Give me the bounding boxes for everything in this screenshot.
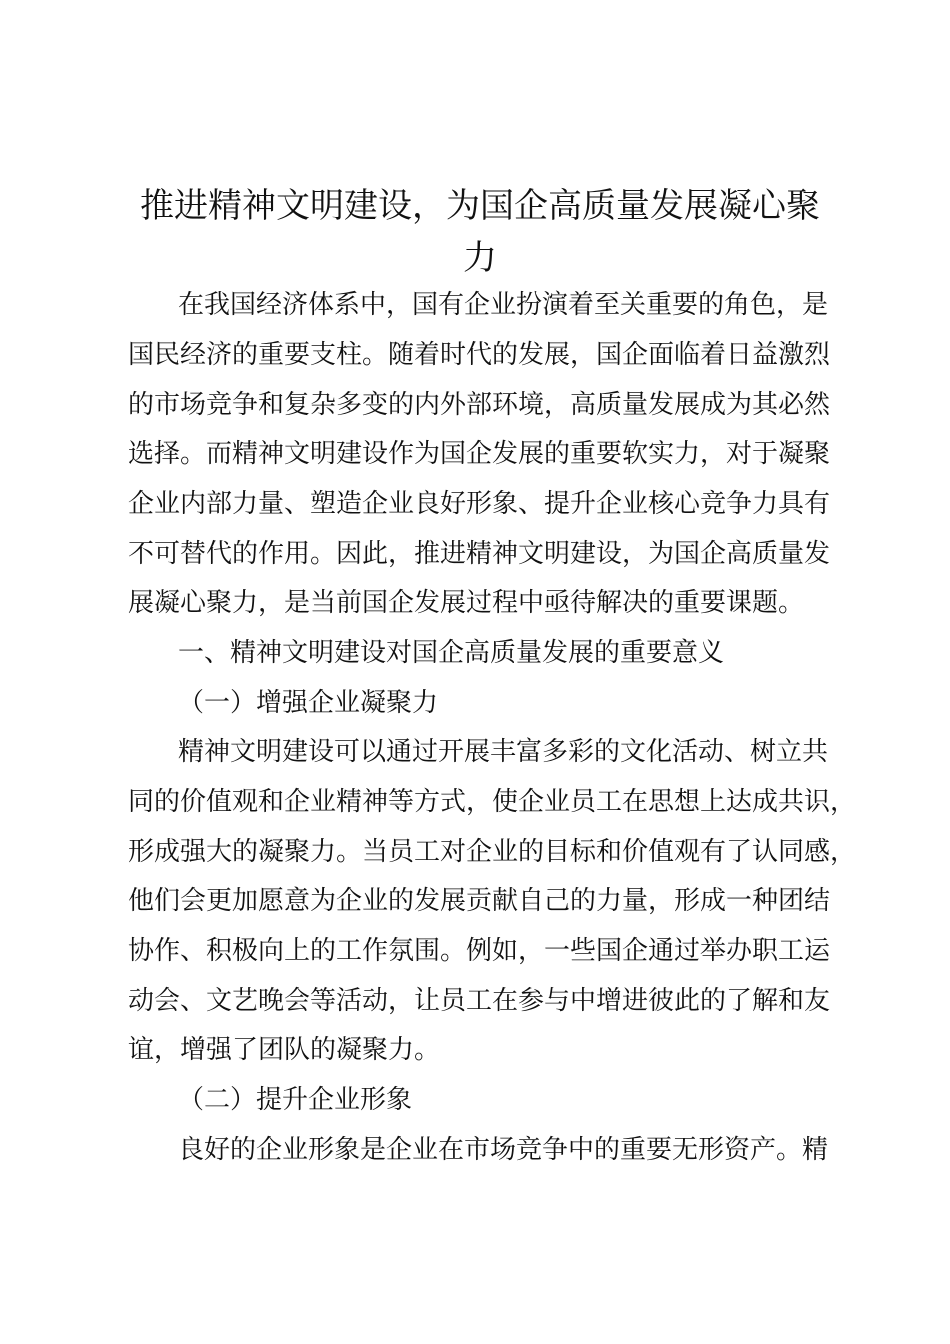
body-line: 协作、积极向上的工作氛围。例如，一些国企通过举办职工运	[128, 936, 831, 966]
body-line: 形成强大的凝聚力。当员工对企业的目标和价值观有了认同感，	[128, 837, 857, 867]
title-line-1: 推进精神文明建设，为国企高质量发展凝心聚	[140, 186, 820, 226]
body-line: 精神文明建设可以通过开展丰富多彩的文化活动、树立共	[178, 737, 829, 767]
body-line: 的市场竞争和复杂多变的内外部环境，高质量发展成为其必然	[128, 390, 831, 420]
body-line: 动会、文艺晚会等活动，让员工在参与中增进彼此的了解和友	[128, 986, 831, 1016]
body-line: 企业内部力量、塑造企业良好形象、提升企业核心竞争力具有	[128, 489, 831, 519]
body-line: 展凝心聚力，是当前国企发展过程中亟待解决的重要课题。	[128, 588, 805, 618]
body-line: 选择。而精神文明建设作为国企发展的重要软实力，对于凝聚	[128, 439, 831, 469]
body-line: 国民经济的重要支柱。随着时代的发展，国企面临着日益激烈	[128, 340, 831, 370]
document-title	[120, 180, 840, 284]
title-line-2: 力	[463, 238, 497, 278]
body-line: 同的价值观和企业精神等方式，使企业员工在思想上达成共识，	[128, 787, 857, 817]
subsection-heading: （一）增强企业凝聚力	[178, 688, 439, 718]
body-line: 他们会更加愿意为企业的发展贡献自己的力量，形成一种团结	[128, 886, 831, 916]
body-line: 谊，增强了团队的凝聚力。	[128, 1035, 441, 1065]
subsection-heading: （二）提升企业形象	[178, 1085, 413, 1115]
body-line: 良好的企业形象是企业在市场竞争中的重要无形资产。精	[178, 1135, 829, 1165]
body-line: 在我国经济体系中，国有企业扮演着至关重要的角色，是	[178, 290, 829, 320]
section-heading: 一、精神文明建设对国企高质量发展的重要意义	[178, 638, 725, 668]
body-line: 不可替代的作用。因此，推进精神文明建设，为国企高质量发	[128, 539, 831, 569]
